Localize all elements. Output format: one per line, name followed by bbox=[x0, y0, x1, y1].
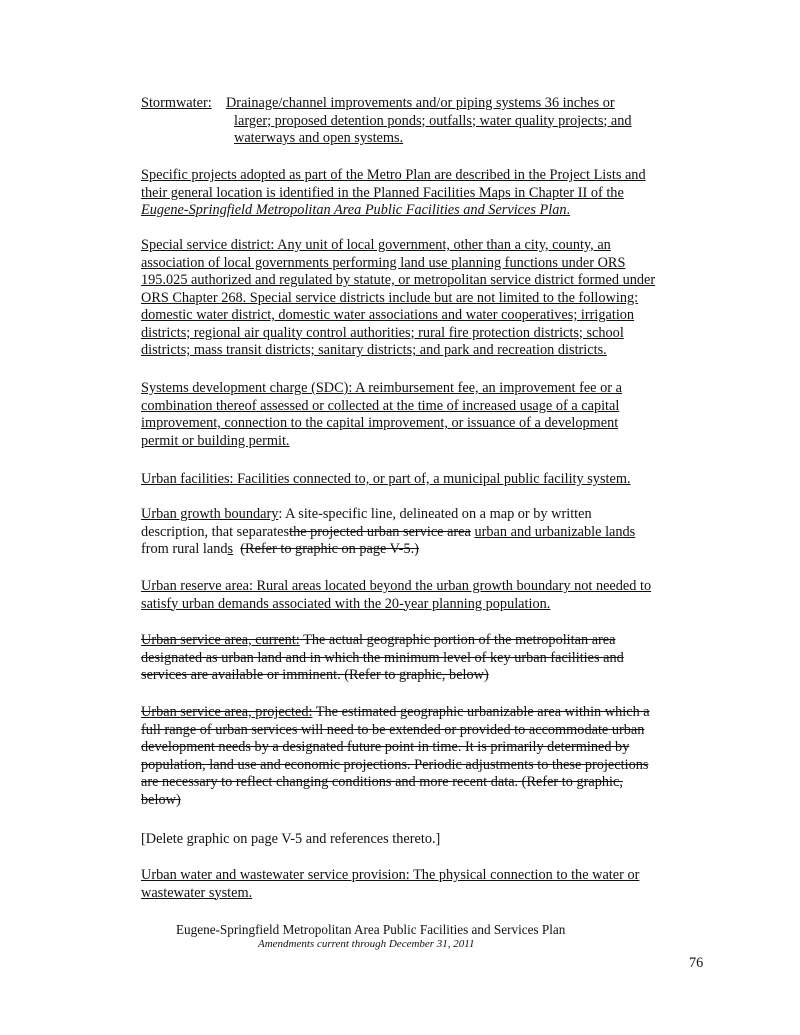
ssd-line: ORS Chapter 268. Special service districts include but are not limited to the following: bbox=[141, 289, 639, 306]
sdc-definition bbox=[141, 380, 711, 450]
water-wastewater-line: wastewater system. bbox=[141, 884, 253, 901]
ugb-line1-rest: : A site-specific line, delineated on a map or by written bbox=[278, 506, 592, 522]
ugb-term: Urban growth boundary bbox=[141, 506, 279, 522]
specific-projects-line2: their general location is identified in the Planned Facilities Maps in Chapter II of the bbox=[141, 184, 624, 201]
footer-title: Eugene-Springfield Metropolitan Area Public Facilities and Services Plan bbox=[176, 922, 566, 937]
ssd-line: districts; mass transit districts; sanitary districts; and park and recreation districts. bbox=[141, 342, 607, 358]
urban-reserve-line: Urban reserve area: Rural areas located beyond the urban growth boundary not needed to bbox=[141, 578, 652, 594]
usa-projected-line1: The estimated geographic urbanizable area within which a bbox=[312, 704, 650, 720]
urban-growth-boundary-definition bbox=[141, 506, 711, 559]
urban-reserve-line: satisfy urban demands associated with the 20-year planning population. bbox=[141, 595, 551, 612]
urban-facilities-definition bbox=[141, 471, 711, 489]
stormwater-line1: Drainage/channel improvements and/or piping systems 36 inches or bbox=[225, 95, 615, 111]
usa-projected-line: are necessary to reflect changing conditions and more recent data. (Refer to graphic, bbox=[141, 774, 623, 790]
page-number: 76 bbox=[689, 955, 704, 971]
special-service-district-definition bbox=[141, 237, 711, 360]
water-wastewater-definition bbox=[141, 867, 711, 902]
footer-subtitle: Amendments current through December 31, 2011 bbox=[258, 938, 475, 950]
specific-projects-period: . bbox=[566, 202, 571, 218]
ssd-line: domestic water district, domestic water associations and water cooperatives; irrigation bbox=[141, 307, 635, 323]
ugb-inserted-text: urban and urbanizable lands bbox=[474, 523, 636, 540]
usa-projected-line: full range of urban services will need to be extended or provided to accommodate urban bbox=[141, 721, 645, 738]
usa-current-line3: services are available or imminent. (Refer to graphic, below) bbox=[141, 667, 489, 683]
usa-current-term: Urban service area, current: bbox=[141, 632, 300, 648]
usa-projected-line: population, land use and economic projections. Periodic adjustments to these projections bbox=[141, 756, 649, 773]
sdc-line: Systems development charge (SDC): A reimbursement fee, an improvement fee or a bbox=[141, 380, 622, 396]
usa-projected-line: below) bbox=[141, 791, 181, 808]
usa-current-line1: The actual geographic portion of the metropolitan area bbox=[299, 632, 616, 648]
stormwater-definition bbox=[141, 95, 711, 148]
ssd-line: Special service district: Any unit of local government, other than a city, county, an bbox=[141, 237, 611, 253]
ssd-line: districts; regional air quality control authorities; rural fire protection districts; school bbox=[141, 324, 624, 341]
specific-projects-line1: Specific projects adopted as part of the Metro Plan are described in the Project Lists and bbox=[141, 167, 646, 183]
ssd-line: association of local governments performing land use planning functions under ORS bbox=[141, 254, 626, 271]
usa-projected-definition bbox=[141, 704, 711, 809]
urban-reserve-definition bbox=[141, 578, 711, 613]
plan-title-reference: Eugene-Springfield Metropolitan Area Public Facilities and Services Plan bbox=[141, 202, 567, 218]
ugb-deleted-text: the projected urban service area bbox=[289, 523, 471, 540]
urban-facilities-line: Urban facilities: Facilities connected to, or part of, a municipal public facility system. bbox=[141, 471, 631, 487]
usa-projected-line: development needs by a designated future point in time. It is primarily determined by bbox=[141, 739, 630, 755]
ugb-line2-plain: description, that separates bbox=[141, 523, 290, 540]
stormwater-term: Stormwater: bbox=[141, 95, 212, 111]
water-wastewater-line: Urban water and wastewater service provision: The physical connection to the water or bbox=[141, 867, 640, 883]
usa-current-definition bbox=[141, 632, 711, 685]
stormwater-line3: waterways and open systems. bbox=[234, 130, 404, 146]
ugb-inserted-s: s bbox=[227, 541, 234, 557]
usa-projected-term: Urban service area, projected: bbox=[141, 704, 313, 720]
sdc-line: permit or building permit. bbox=[141, 432, 290, 449]
sdc-line: combination thereof assessed or collected at the time of increased usage of a capital bbox=[141, 397, 620, 414]
delete-graphic-note bbox=[141, 831, 711, 849]
ssd-line: 195.025 authorized and regulated by statute, or metropolitan service district formed under bbox=[141, 272, 656, 288]
sdc-line: improvement, connection to the capital improvement, or issuance of a development bbox=[141, 415, 619, 431]
ugb-line3-plain: from rural land bbox=[141, 541, 228, 557]
delete-note-text: [Delete graphic on page V-5 and references thereto.] bbox=[141, 831, 441, 847]
usa-current-line2: designated as urban land and in which the minimum level of key urban facilities and bbox=[141, 649, 624, 666]
stormwater-line2: larger; proposed detention ponds; outfalls; water quality projects; and bbox=[234, 112, 632, 129]
specific-projects-paragraph bbox=[141, 167, 711, 220]
ugb-deleted-reference: (Refer to graphic on page V-5.) bbox=[240, 541, 419, 557]
